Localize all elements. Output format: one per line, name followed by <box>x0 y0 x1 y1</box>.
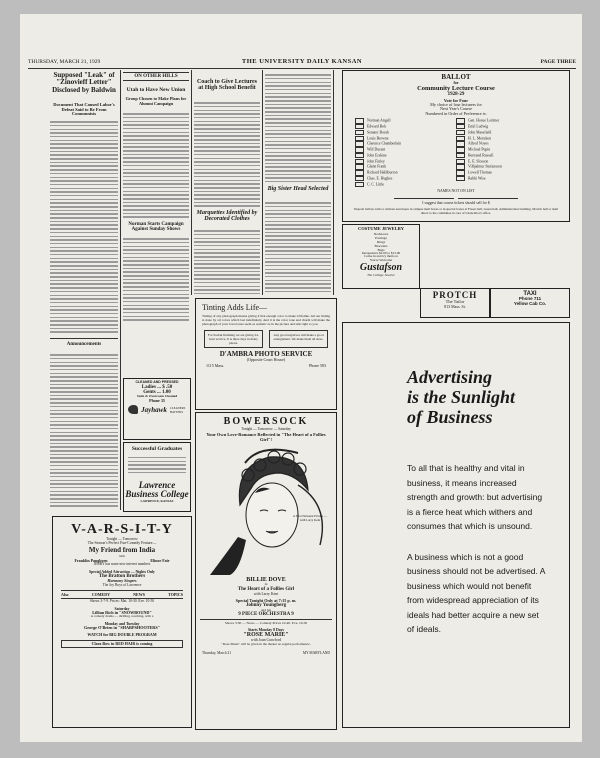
bowersock-shows: Shows 3:30 — News — Comedy Prices 10-40. Eve. 10-50 <box>224 621 308 626</box>
watch-line: WATCH for BIG DOUBLE PROGRAM <box>87 632 157 638</box>
ballot-checkbox[interactable] <box>456 153 465 158</box>
headline-zinovieff: Supposed "Leak" of "Zinovieff Letter" Disclosed by Baldwin <box>52 71 116 94</box>
ballot-event: Community Lecture Course <box>417 84 495 92</box>
cleaners-tag: CLEANERS HATTERS <box>169 405 186 414</box>
coming-with: with Joan Crawford <box>250 638 282 643</box>
graduates-head: Successful Graduates <box>131 446 183 452</box>
costume-item: Earrings <box>375 235 387 240</box>
masthead: THE UNIVERSITY DAILY KANSAN <box>241 58 363 65</box>
ballot-vote1: Vote for Four <box>443 97 469 103</box>
mon-label: Monday and Tuesday <box>104 622 140 627</box>
advert-paragraph-2: A business which is not a good business should not be advertised. A business which would not benefit from widespread appreciation of its ideals had better acquire a new set of ideals. <box>407 551 545 634</box>
protch-address: 813 Mass. St. <box>444 304 466 310</box>
cleaners-line1: CLEANED AND PRESSED <box>135 380 179 384</box>
performer: Johnny Youngberg <box>245 603 287 609</box>
ballot-checkbox[interactable] <box>456 118 465 123</box>
candidate-name: Michael Pupin <box>468 147 491 152</box>
candidate-name: Vilhjalmur Stefansson <box>468 165 502 170</box>
ballot-years: 1928-29 <box>447 92 465 98</box>
bowersock-tagline: Your Own Love-Romance Reflected in "The Heart of a Follies Girl"! <box>206 432 326 442</box>
sat-film: Lillian Rich in "SNOWBOUND" <box>92 610 152 616</box>
article-text <box>123 236 189 322</box>
cleaners-line3: Gents ... 1.00 <box>143 389 171 395</box>
advert-headline-2: is the Sunlight <box>407 387 516 407</box>
movie-star: BILLIE DOVE <box>246 576 286 583</box>
dambra-photo-ad <box>195 298 337 410</box>
dambra-phone: Phone 583 <box>309 363 326 369</box>
varsity-act-sub2: The Joy Boys of Lawrence <box>102 582 142 587</box>
ballot-checkbox[interactable] <box>355 124 364 129</box>
also-label: Also <box>61 592 69 598</box>
announcements-head: Announcements <box>66 342 102 347</box>
and-his: and his <box>260 607 271 612</box>
taxi-phone: Phone 711 <box>518 296 542 302</box>
candidate-name: Louis Browne <box>367 136 389 141</box>
article-text <box>194 228 260 294</box>
ballot-checkbox[interactable] <box>355 164 364 169</box>
news-label: NEWS <box>133 592 145 598</box>
ballot-list <box>343 116 569 187</box>
subhead-utah: Group Chosen to Make Plans for Alumni Campaign <box>125 96 187 106</box>
dambra-opposite: (Opposite Court House) <box>246 356 286 362</box>
tinting-body: Tinting of any photograph means giving it that enough color to make it lifelike. All our tinting is done by oil colors which last indefinitely. And it is the color tone and charm will make the photograph of your loved ones seem as realistic as in the picture and talk right to you. <box>202 314 330 327</box>
ballot-names-note: NAMES NOT ON LIST <box>437 188 475 193</box>
costume-item: Rings <box>376 239 386 244</box>
column-rule <box>191 70 192 295</box>
tinting-title: Tinting Adds Life— <box>202 303 268 312</box>
costume-item: Necklaces <box>373 231 389 236</box>
advert-headline-1: Advertising <box>407 367 493 387</box>
coming-note: "Rose Marie" will be given in the theater no regular performance. <box>221 642 311 647</box>
candidate-name: Glenn Frank <box>367 165 387 170</box>
sat-label: Saturday <box>114 607 130 612</box>
cleaners-brand: Jayhawk <box>141 405 167 414</box>
candidate-name: Richard Halliburton <box>367 170 398 175</box>
ballot-checkbox[interactable] <box>456 130 465 135</box>
headline-big-sister: Big Sister Head Selected <box>267 186 329 192</box>
article-text <box>265 200 331 294</box>
taxi-ad <box>490 288 570 318</box>
candidate-name: H. L. Mencken <box>468 136 491 141</box>
costume-title: COSTUME JEWELRY <box>358 226 404 231</box>
ballot-checkbox[interactable] <box>456 141 465 146</box>
varsity-tagline: The Season's Perfect Fun-Comedy Feature— <box>87 541 157 546</box>
candidate-name: Emil Ludwig <box>468 124 489 129</box>
ballot-checkbox[interactable] <box>456 124 465 129</box>
movie-in: in <box>264 582 268 586</box>
ballot-suggest: I suggest that course tickets should sell for $ <box>422 200 490 205</box>
ballot-vote3: Next Year's Course <box>439 106 473 112</box>
cleaners-line4: Suits & Overcoats Cleaned <box>136 394 178 399</box>
gustafson-jewelry-ad <box>342 224 420 289</box>
dambra-address: 1115 Mass. <box>206 363 225 369</box>
candidate-name: Will Durant <box>367 147 386 152</box>
costume-welcome: You're Welcome <box>369 257 393 262</box>
article-text <box>194 100 260 208</box>
costume-price: Inexpensive $2.00 to $15.00 <box>361 250 401 255</box>
movie-caption: A First National Picture — with Larry Kent <box>292 513 328 522</box>
watch-line2: Clara Bow in RED HAIR is coming <box>61 640 183 648</box>
ballot-checkbox[interactable] <box>456 176 465 181</box>
comedy-label: COMEDY <box>91 592 110 598</box>
bowersock-when: Tonight — Tomorrow — Saturday <box>241 426 291 431</box>
ballot-ad <box>342 70 570 222</box>
business-college-ad <box>123 442 191 512</box>
bowersock-title: BOWERSOCK <box>223 416 309 427</box>
jayhawk-bird-icon <box>128 405 138 414</box>
movie-art <box>200 445 332 575</box>
column-rule <box>120 70 121 510</box>
gustafson-tagline: The College Jeweler <box>367 272 395 277</box>
candidate-name: John Finley <box>367 159 385 164</box>
candidate-name: John Erskine <box>367 153 387 158</box>
tinting-note1: For Kodak finishing we are giving 24-hour service. It is three days in many places. <box>204 330 263 348</box>
ballot-row <box>355 182 557 188</box>
announcements-text <box>50 352 118 510</box>
ballot-checkbox[interactable] <box>355 176 364 181</box>
headline-coach: Coach to Give Lectures at High School Benefit <box>196 79 258 92</box>
movie-title: The Heart of a Follies Girl <box>237 586 295 592</box>
college-city: LAWRENCE, KANSAS <box>140 498 174 503</box>
candidate-name: Chas. E. Hughes <box>367 176 393 181</box>
write-in-field[interactable] <box>458 194 518 199</box>
ballot-deposit: Deposit ballots with or without envelopes in campus mail boxes or in special boxes at Fraser hall, Green hall, Administration building. Marvin hall or mail direct to the committee in care of Chancellor's office. <box>353 206 559 215</box>
mon-film: George O'Brien in "SHARPSHOOTERS" <box>84 625 160 630</box>
headline-norman: Norman Starts Campaign Against Sunday Shows <box>128 222 184 233</box>
advertising-sunlight-ad <box>342 322 570 728</box>
ballot-checkbox[interactable] <box>456 136 465 141</box>
ad-text <box>128 455 186 477</box>
ballot-candidate[interactable] <box>355 182 456 188</box>
taxi-title: TAXI <box>523 291 537 297</box>
candidate-name: Gen. Hosue Lorimer <box>468 118 500 123</box>
candidate-name: Norman Angell <box>367 118 391 123</box>
ballot-candidate[interactable] <box>456 182 557 188</box>
ballot-checkbox[interactable] <box>355 153 364 158</box>
tinting-note2: Any good negatives will make a good enlargement. We make them all sizes. <box>269 330 328 348</box>
varsity-with: with <box>118 553 126 558</box>
jayhawk-cleaners-ad <box>123 378 191 440</box>
candidate-name: Clarence Chamberlain <box>367 141 402 146</box>
headline-utah: Utah to Have New Union <box>126 87 186 93</box>
divider <box>50 338 118 339</box>
candidate-name: Rabbi Wise <box>468 176 486 181</box>
gustafson-brand: Gustafson <box>359 262 403 274</box>
sat-note: A comedy drama — thrilling, touching, with a <box>90 614 154 619</box>
ballot-checkbox[interactable] <box>355 159 364 164</box>
ballot-for: for <box>453 80 459 86</box>
ballot-vote2: My choice of four lecturers for <box>430 102 482 107</box>
footer-next: MY MARYLAND <box>302 650 330 655</box>
ballot-checkbox[interactable] <box>355 136 364 141</box>
college-brand: Lawrence Business College <box>125 479 189 500</box>
section-on-other-hills: ON OTHER HILLS <box>123 72 189 81</box>
movie-with: with Larry Kent <box>253 591 279 596</box>
write-in-field[interactable] <box>394 194 454 199</box>
advert-paragraph-1: To all that is healthy and vital in business, it means increased strength and growth: but advertising is a fierce heat which withers and consumes that which is unsound. <box>407 463 543 531</box>
orchestra: 9 PIECE ORCHESTRA 9 <box>238 612 294 618</box>
candidate-name: John Masefield <box>468 130 492 135</box>
page-number: PAGE THREE <box>540 59 576 65</box>
ballot-checkbox[interactable] <box>355 147 364 152</box>
ballot-checkbox[interactable] <box>456 164 465 169</box>
candidate-name: Lowell Thomas <box>468 170 492 175</box>
subhead-zinovieff: Document That Caused Labor's Defeat Said to Be From Communists <box>53 102 115 117</box>
header-date: THURSDAY, MARCH 21, 1929 <box>28 59 101 65</box>
costume-items <box>343 232 419 252</box>
column-rule <box>262 70 263 295</box>
cast-2: Elinor Fair <box>150 558 170 564</box>
ballot-title: BALLOT <box>441 73 471 81</box>
varsity-film: My Friend from India <box>88 546 156 555</box>
protch-tailor-ad <box>420 288 490 318</box>
varsity-title: V-A-R-S-I-T-Y <box>71 522 173 537</box>
footer-date: Thursday, March 21 <box>202 650 232 655</box>
column-rule <box>333 70 334 295</box>
cast-3: JERRY has some new interest numbers <box>93 562 151 567</box>
varsity-special: Special Added Attraction — Nights Only <box>89 570 155 575</box>
taxi-company: Yellow Cab Co. <box>513 301 547 307</box>
page-header <box>28 58 576 69</box>
article-text <box>50 119 118 335</box>
starts-monday: Starts Monday 8 Days <box>248 628 284 633</box>
billie-dove-portrait-icon <box>200 445 332 575</box>
candidate-name: Alfred Noyes <box>468 141 489 146</box>
varsity-act: The Bratton Brothers <box>98 574 146 580</box>
costume-invite: Come in and try them on <box>364 254 398 259</box>
varsity-showtimes: Shows 3-7-9. Prices: Mat. 10-30. Eve. 10-50 <box>89 599 155 604</box>
ballot-checkbox[interactable] <box>456 170 465 175</box>
candidate-name: C. C. Little <box>367 182 385 187</box>
special-tonight: Special Tonight Only at 7:15 p. m. <box>235 597 297 603</box>
ballot-checkbox[interactable] <box>355 170 364 175</box>
candidate-name: Senator Borah <box>367 130 389 135</box>
article-text <box>123 111 189 219</box>
ballot-checkbox[interactable] <box>355 118 364 123</box>
bowersock-theater-ad <box>195 412 337 730</box>
ballot-checkbox[interactable] <box>355 141 364 146</box>
dambra-studio: D'AMBRA PHOTO SERVICE <box>219 349 313 358</box>
candidate-name: Edward Bok <box>367 124 387 129</box>
ballot-checkbox[interactable] <box>355 130 364 135</box>
protch-sub: The Tailor <box>445 299 465 305</box>
cleaners-phone: Phone 35 <box>149 397 165 403</box>
ballot-checkbox[interactable] <box>456 159 465 164</box>
costume-item: Bags <box>377 247 385 252</box>
coming-film: "ROSE MARIE" <box>243 632 289 639</box>
ballot-checkbox[interactable] <box>355 182 364 187</box>
costume-item: Bracelets <box>374 243 388 248</box>
varsity-act-sub: Harmony Singers <box>107 578 137 584</box>
topics-label: TOPICS <box>168 592 183 598</box>
protch-name: PROTCH <box>432 290 478 300</box>
varsity-when: Tonight — Tomorrow <box>106 536 138 541</box>
cleaners-line2: Ladies ... $ .50 <box>141 384 173 390</box>
candidate-name: E. E. Slosson <box>468 159 489 164</box>
varsity-theater-ad <box>52 516 192 728</box>
advert-headline-3: of Business <box>407 407 493 427</box>
cast-1: Franklin Pangborn <box>74 558 108 564</box>
article-text <box>265 72 331 182</box>
headline-marquettes: Marquettes Identified by Decorated Clothes <box>196 210 258 223</box>
candidate-name: Bertrand Russell <box>468 153 494 158</box>
ballot-checkbox[interactable] <box>456 147 465 152</box>
ballot-vote4: Numbered in Order of Preference is: <box>425 110 487 116</box>
